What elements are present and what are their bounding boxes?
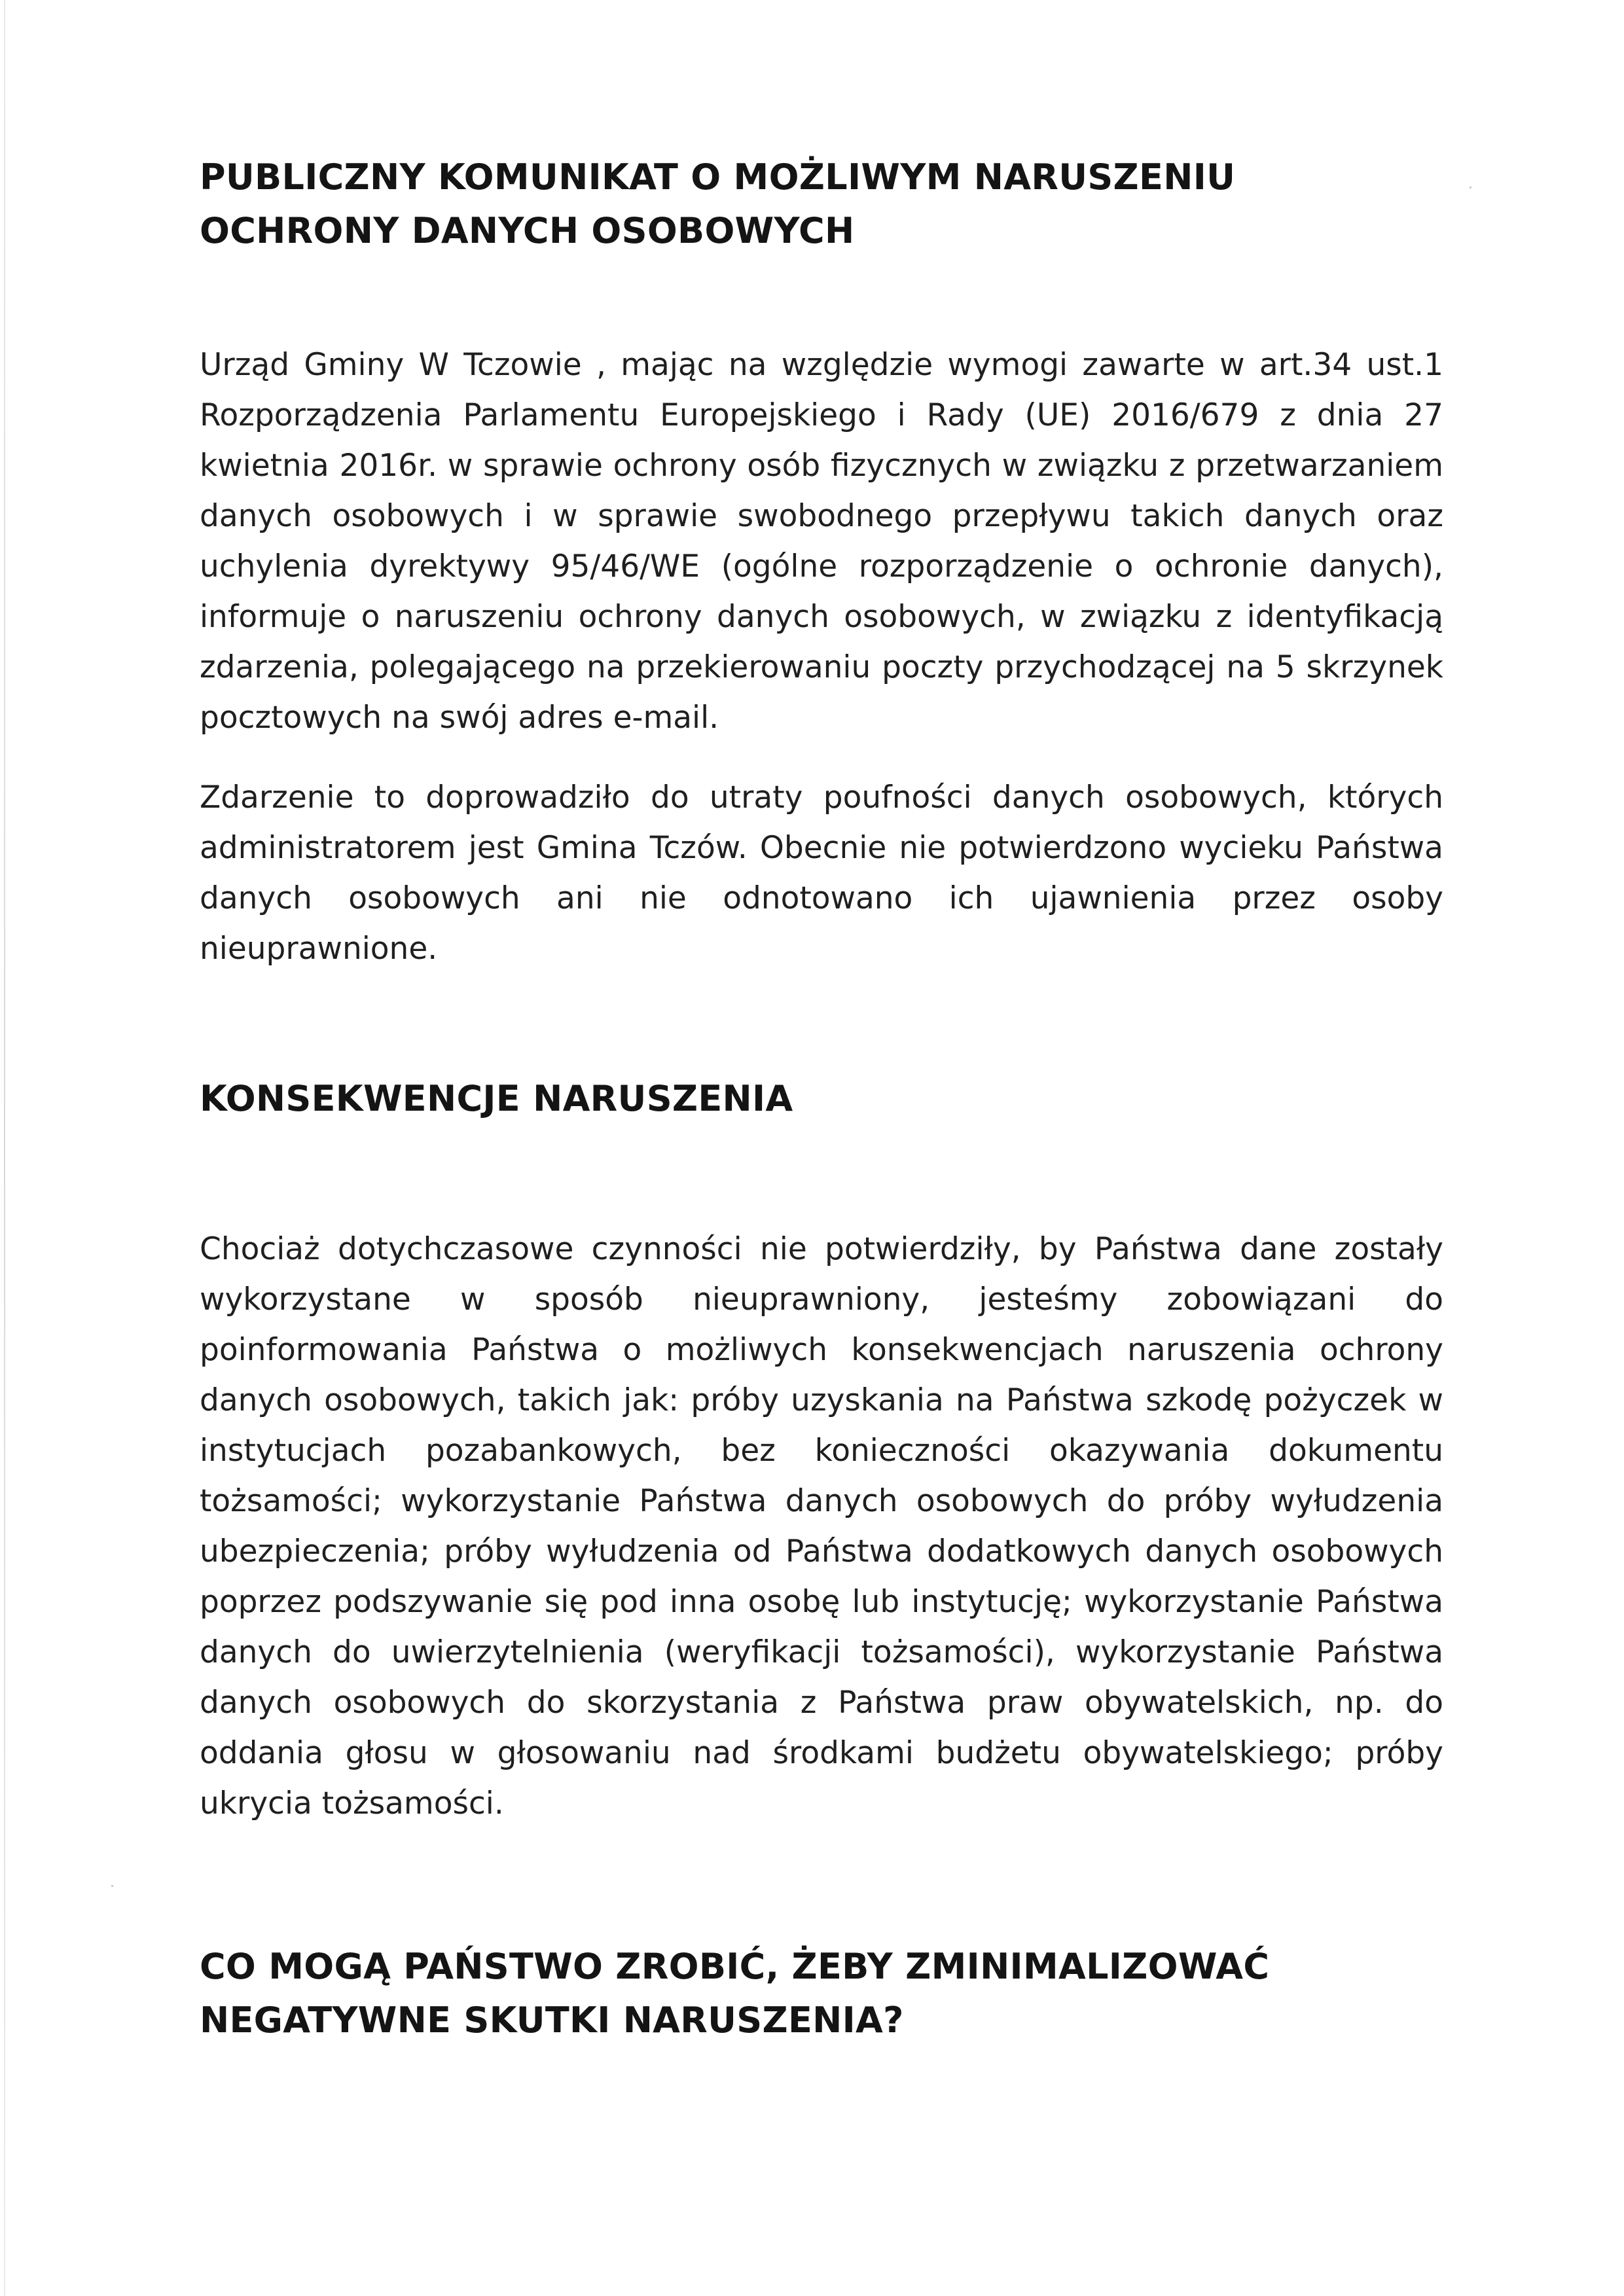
notice-title: PUBLICZNY KOMUNIKAT O MOŻLIWYM NARUSZENIU OCHRONY DANYCH OSOBOWYCH: [200, 156, 1236, 251]
section-heading-consequences: KONSEKWENCJE NARUSZENIA: [200, 1078, 793, 1119]
scan-speck: [1470, 187, 1471, 188]
notice-paragraph-incident: Zdarzenie to doprowadziło do utraty poufności danych osobowych, których administratorem jest Gmina Tczów. Obecnie nie potwierdzono wycieku Państwa danych osobowych ani nie odnotowano ich ujawnienia przez osoby nieuprawnione.: [200, 780, 1443, 967]
scan-edge-line: [4, 0, 5, 2296]
notice-paragraph-intro: Urząd Gminy W Tczowie , mając na względzie wymogi zawarte w art.34 ust.1 Rozporządzenia Parlamentu Europejskiego i Rady (UE) 2016/679 z dnia 27 kwietnia 2016r. w sprawie ochrony osób fizycznych w związku z przetwarzaniem danych osobowych i w sprawie swobodnego przepływu takich danych oraz uchylenia dyrektywy 95/46/WE (ogólne rozporządzenie o ochronie danych), informuje o naruszeniu ochrony danych osobowych, w związku z identyfikacją zdarzenia, polegającego na przekierowaniu poczty przychodzącej na 5 skrzynek pocztowych na swój adres e-mail.: [200, 347, 1443, 736]
section-heading-what-to-do: CO MOGĄ PAŃSTWO ZROBIĆ, ŻEBY ZMINIMALIZOWAĆ NEGATYWNE SKUTKI NARUSZENIA?: [200, 1946, 1270, 2041]
scan-speck: [111, 1885, 113, 1887]
document-body: [200, 151, 1443, 2047]
notice-paragraph-consequences: Chociaż dotychczasowe czynności nie potwierdziły, by Państwa dane zostały wykorzystane w sposób nieuprawniony, jesteśmy zobowiązani do poinformowania Państwa o możliwych konsekwencjach naruszenia ochrony danych osobowych, takich jak: próby uzyskania na Państwa szkodę pożyczek w instytucjach pozabankowych, bez konieczności okazywania dokumentu tożsamości; wykorzystanie Państwa danych osobowych do próby wyłudzenia ubezpieczenia; próby wyłudzenia od Państwa dodatkowych danych osobowych poprzez podszywanie się pod inna osobę lub instytucję; wykorzystanie Państwa danych do uwierzytelnienia (weryfikacji tożsamości), wykorzystanie Państwa danych osobowych do skorzystania z Państwa praw obywatelskich, np. do oddania głosu w głosowaniu nad środkami budżetu obywatelskiego; próby ukrycia tożsamości.: [200, 1231, 1443, 1821]
